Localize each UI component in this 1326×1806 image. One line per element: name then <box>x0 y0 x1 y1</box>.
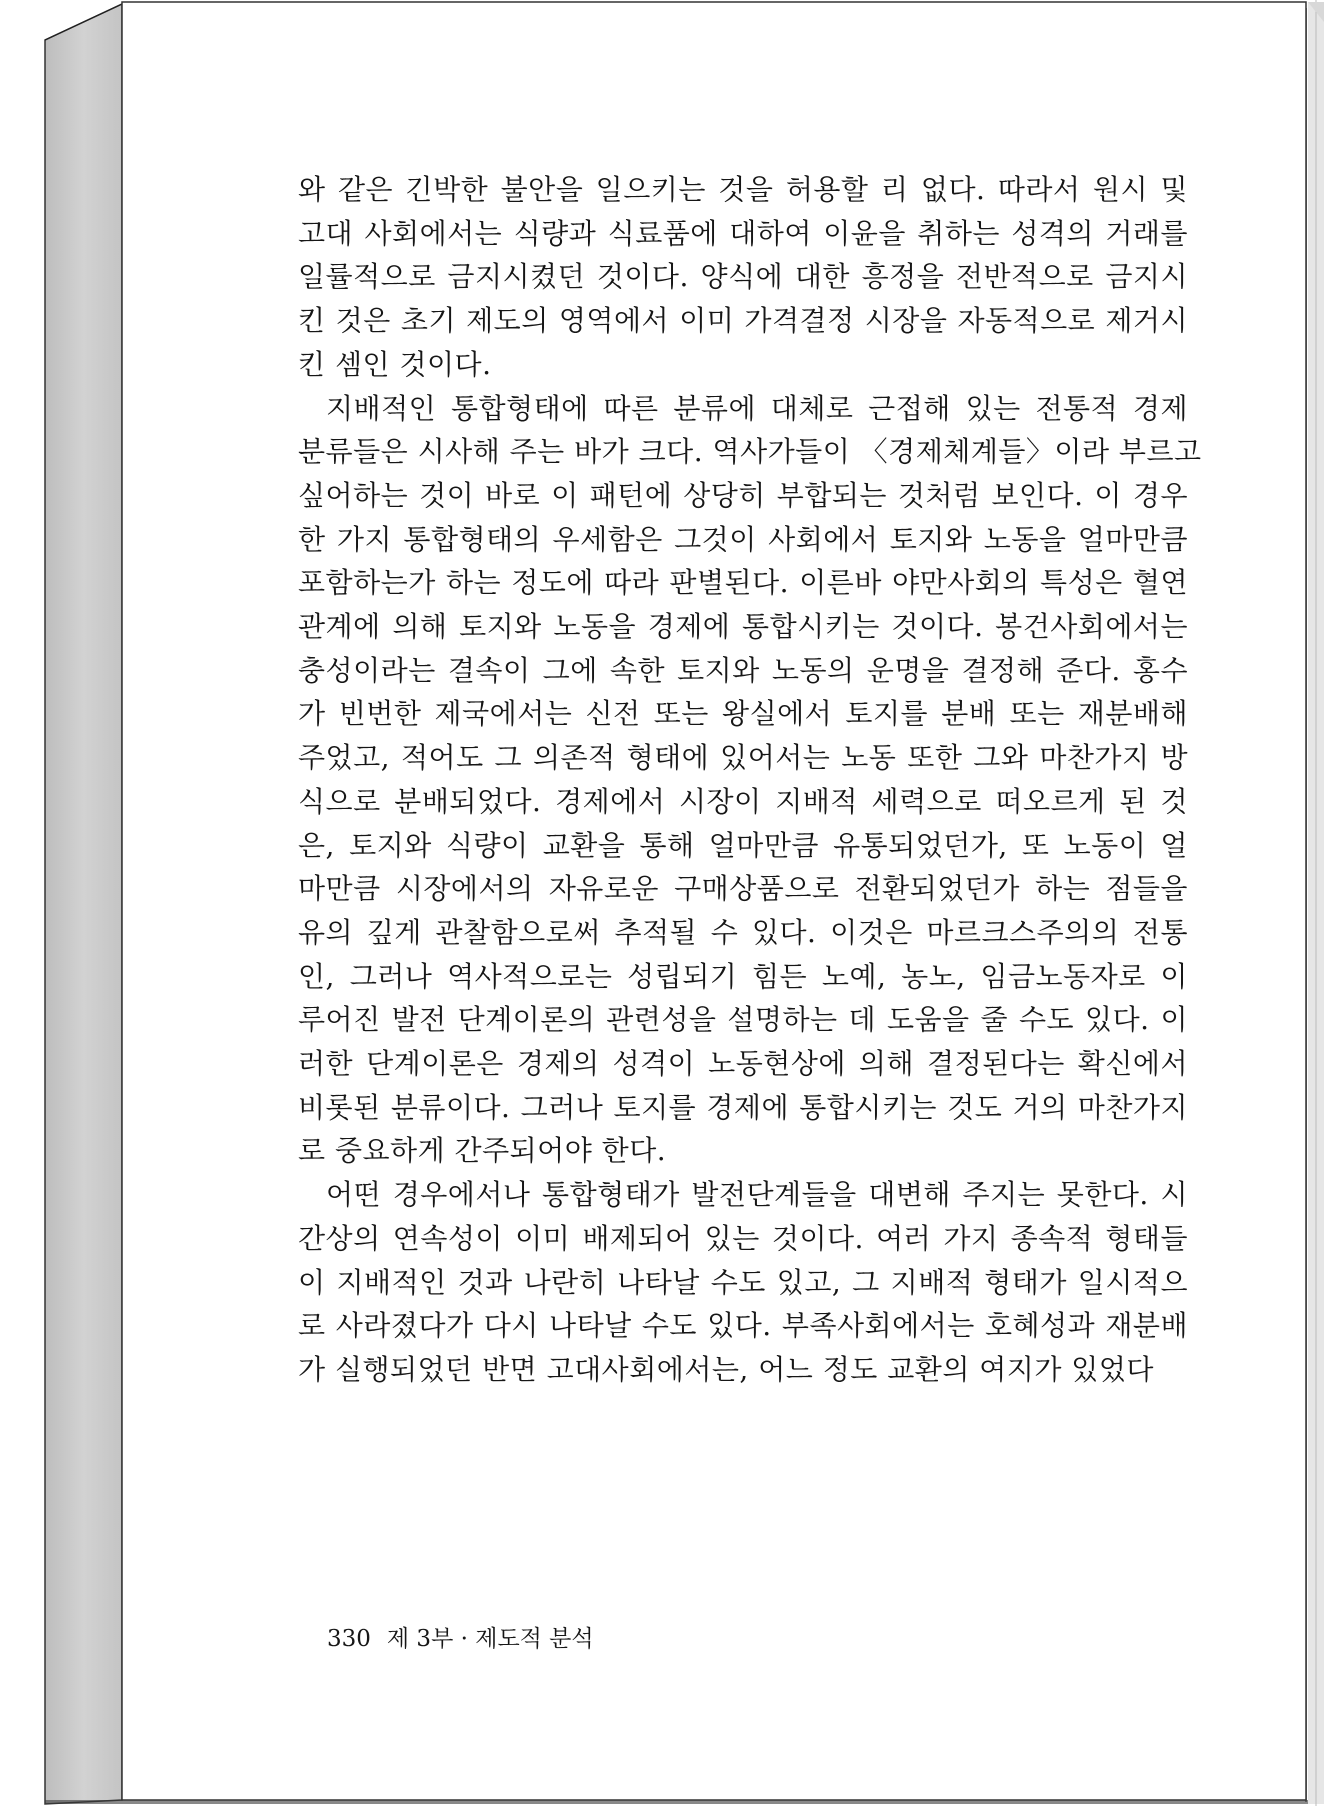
text-line: 킨 셈인 것이다. <box>298 347 492 381</box>
paragraph <box>298 168 1188 387</box>
text-line: 가 실행되었던 반면 고대사회에서는, 어느 정도 교환의 여지가 있었다 <box>298 1352 1154 1386</box>
text-line: 관계에 의해 토지와 노동을 경제에 통합시키는 것이다. 봉건사회에서는 <box>298 610 1188 644</box>
text-line: 로 중요하게 간주되어야 한다. <box>298 1134 667 1168</box>
text-line: 킨 것은 초기 제도의 영역에서 이미 가격결정 시장을 자동적으로 제거시 <box>298 304 1188 338</box>
text-line: 싶어하는 것이 바로 이 패턴에 상당히 부합되는 것처럼 보인다. 이 경우 <box>298 478 1188 512</box>
text-line: 은, 토지와 식량이 교환을 통해 얼마만큼 유통되었던가, 또 노동이 얼 <box>298 828 1188 862</box>
text-line: 식으로 분배되었다. 경제에서 시장이 지배적 세력으로 떠오르게 된 것 <box>298 784 1188 818</box>
text-line: 분류들은 시사해 주는 바가 크다. 역사가들이 〈경제체계들〉이라 부르고 <box>298 435 1202 469</box>
text-line: 고대 사회에서는 식량과 식료품에 대하여 이윤을 취하는 성격의 거래를 <box>298 216 1188 250</box>
text-line: 유의 깊게 관찰함으로써 추적될 수 있다. 이것은 마르크스주의의 전통 <box>298 915 1188 949</box>
paragraph <box>298 387 1202 1174</box>
text-line: 포함하는가 하는 정도에 따라 판별된다. 이른바 야만사회의 특성은 혈연 <box>298 566 1188 600</box>
body-text <box>298 168 1202 1392</box>
text-line: 간상의 연속성이 이미 배제되어 있는 것이다. 여러 가지 종속적 형태들 <box>298 1221 1188 1255</box>
text-line: 루어진 발전 단계이론의 관련성을 설명하는 데 도움을 줄 수도 있다. 이 <box>298 1003 1188 1037</box>
page-number: 330 <box>327 1626 371 1652</box>
text-line: 마만큼 시장에서의 자유로운 구매상품으로 전환되었던가 하는 점들을 <box>298 872 1188 906</box>
book-spine <box>45 4 122 1804</box>
page-footer <box>327 1620 594 1653</box>
section-title: 제 3부 · 제도적 분석 <box>386 1626 594 1652</box>
text-line: 인, 그러나 역사적으로는 성립되기 힘든 노예, 농노, 임금노동자로 이 <box>298 959 1188 993</box>
text-line: 로 사라졌다가 다시 나타날 수도 있다. 부족사회에서는 호혜성과 재분배 <box>298 1309 1188 1343</box>
text-line: 한 가지 통합형태의 우세함은 그것이 사회에서 토지와 노동을 얼마만큼 <box>298 522 1188 556</box>
text-line: 러한 단계이론은 경제의 성격이 노동현상에 의해 결정된다는 확신에서 <box>298 1047 1188 1081</box>
text-line: 가 빈번한 제국에서는 신전 또는 왕실에서 토지를 분배 또는 재분배해 <box>298 697 1188 731</box>
text-line: 일률적으로 금지시켰던 것이다. 양식에 대한 흥정을 전반적으로 금지시 <box>298 260 1188 294</box>
text-line: 지배적인 통합형태에 따른 분류에 대체로 근접해 있는 전통적 경제 <box>326 391 1188 425</box>
text-line: 충성이라는 결속이 그에 속한 토지와 노동의 운명을 결정해 준다. 홍수 <box>298 653 1188 687</box>
text-line: 비롯된 분류이다. 그러나 토지를 경제에 통합시키는 것도 거의 마찬가지 <box>298 1090 1188 1124</box>
paragraph <box>298 1173 1188 1392</box>
text-line: 주었고, 적어도 그 의존적 형태에 있어서는 노동 또한 그와 마찬가지 방 <box>298 741 1188 775</box>
text-line: 와 같은 긴박한 불안을 일으키는 것을 허용할 리 없다. 따라서 원시 및 <box>298 173 1188 206</box>
text-line: 이 지배적인 것과 나란히 나타날 수도 있고, 그 지배적 형태가 일시적으 <box>298 1265 1188 1299</box>
text-line: 어떤 경우에서나 통합형태가 발전단계들을 대변해 주지는 못한다. 시 <box>326 1178 1188 1212</box>
